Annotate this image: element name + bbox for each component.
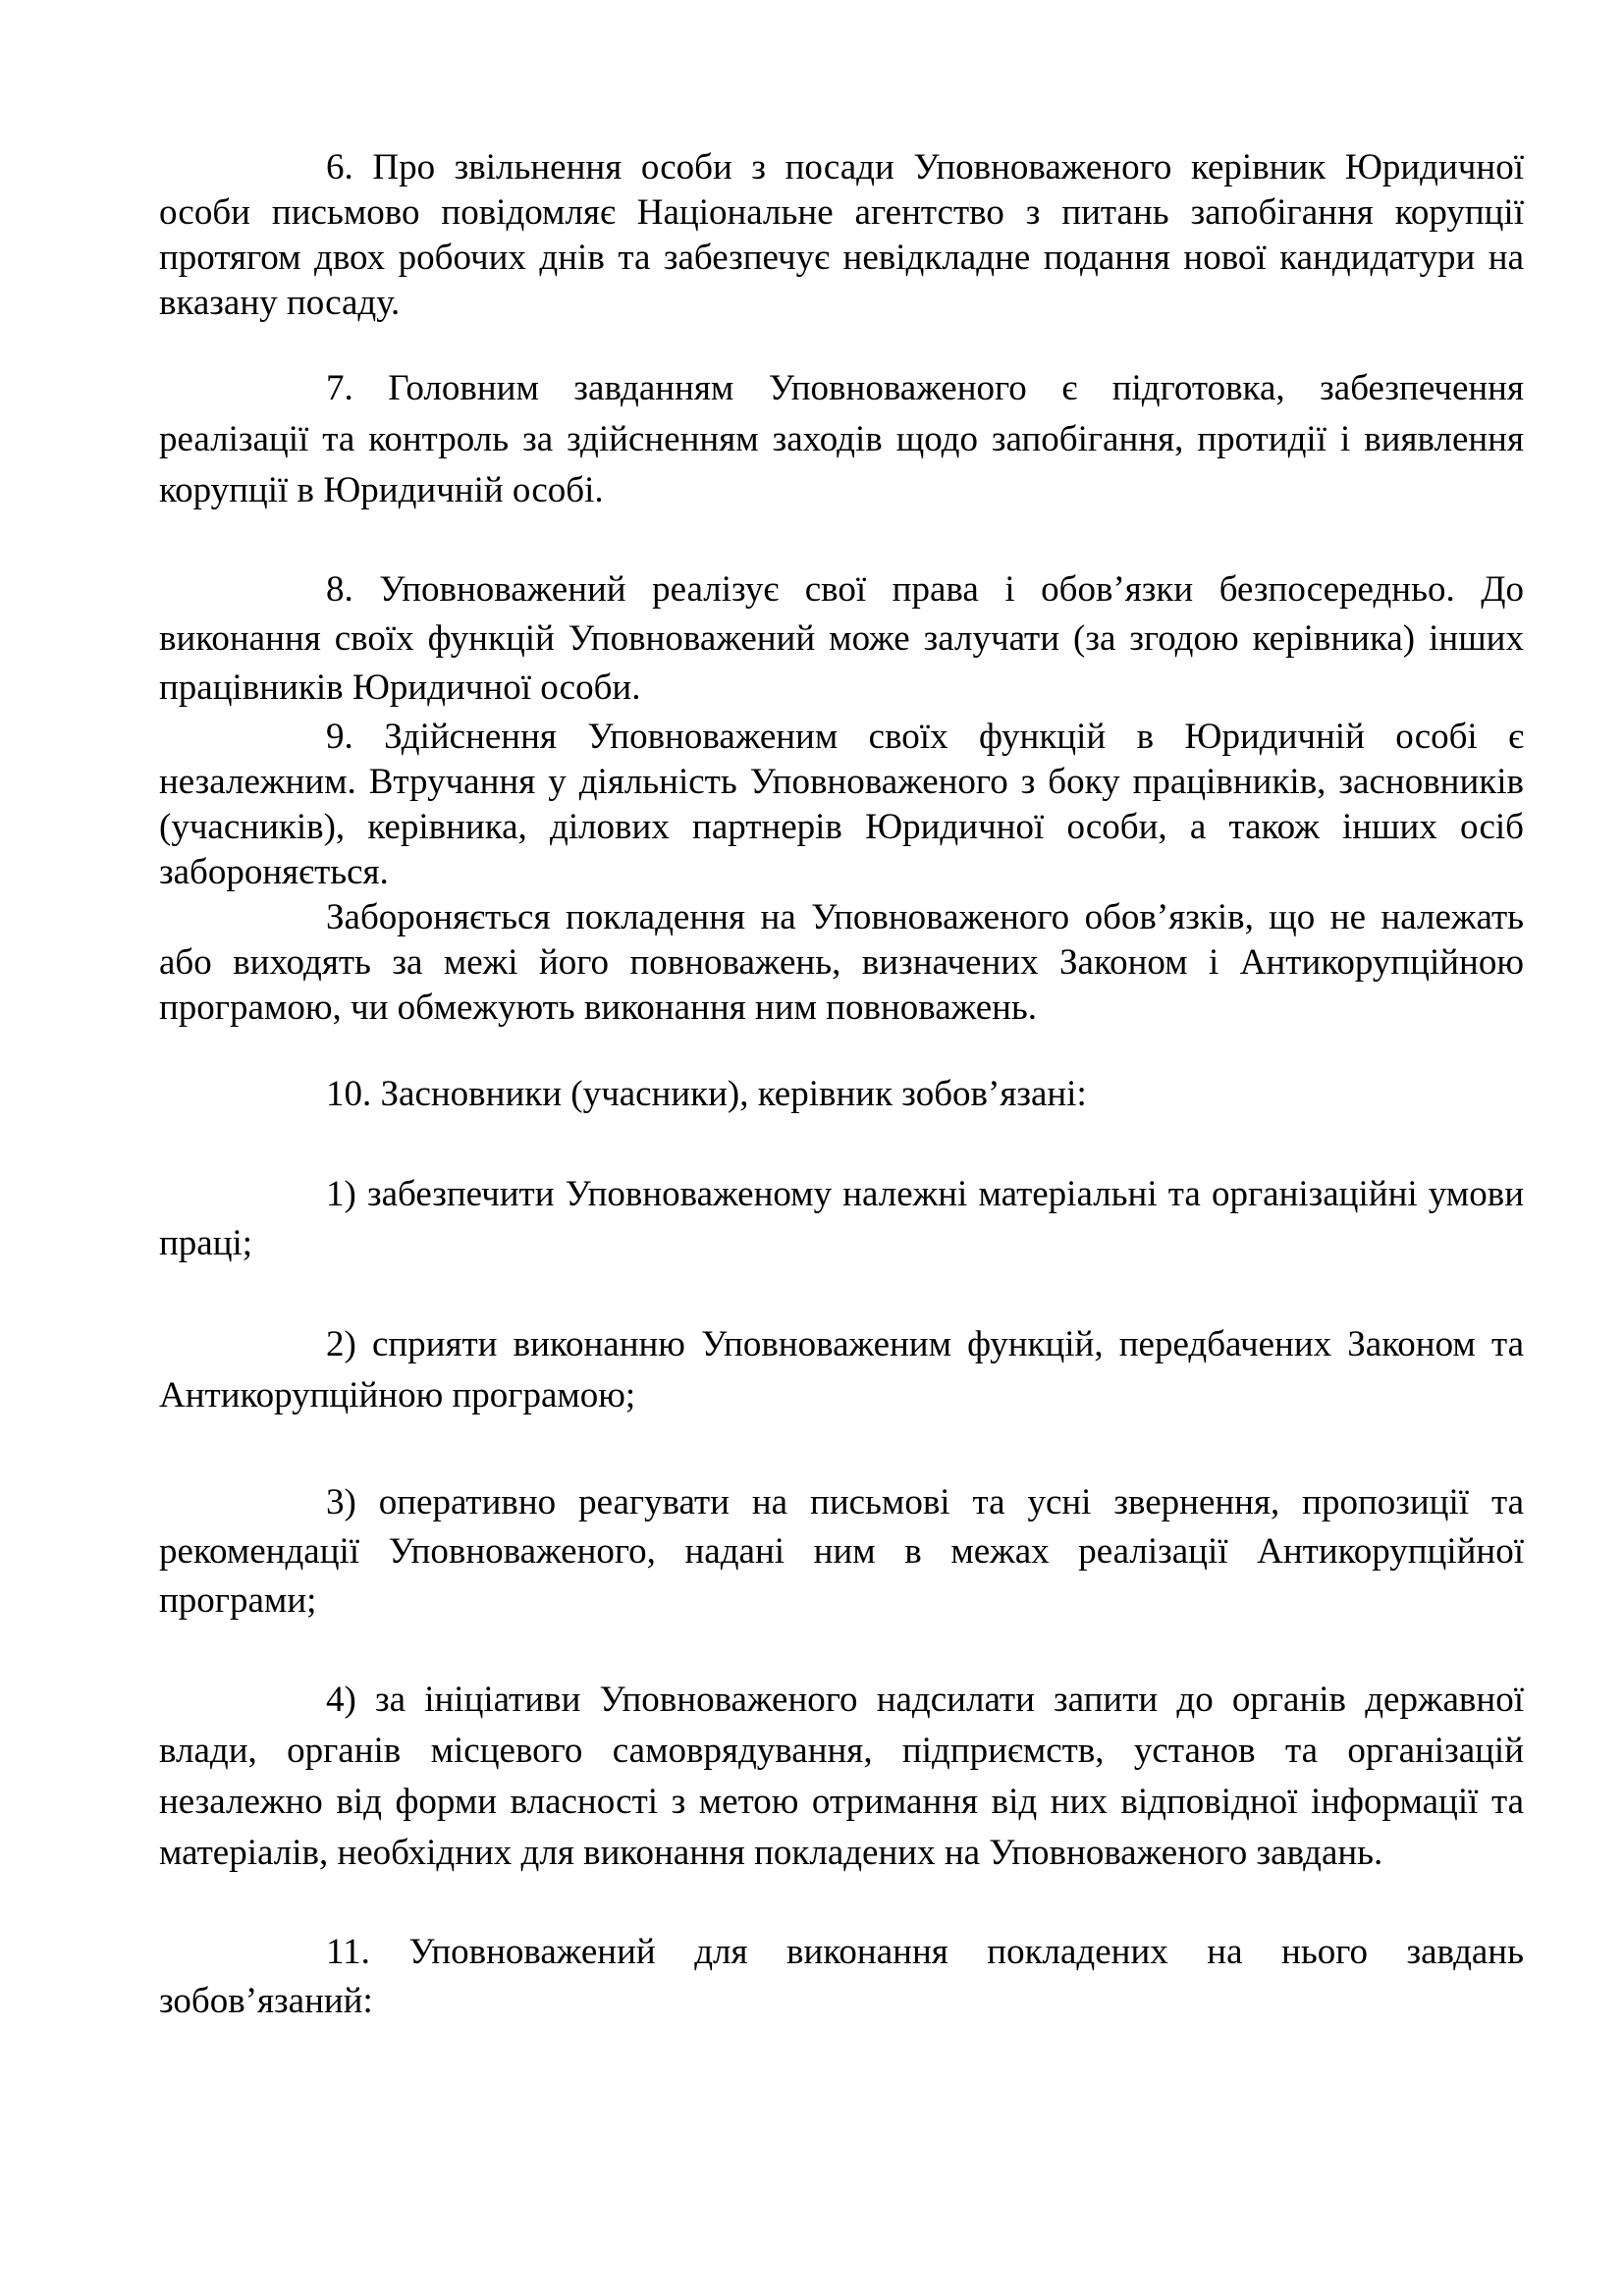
list-item-3: 3) оперативно реагувати на письмові та усні звернення, пропозиції та рекомендації Уповноваженого, надані ним в межах реалізації Антикорупційної програми;	[159, 1482, 1524, 1621]
paragraph-9-continuation: Забороняється покладення на Уповноваженого обов’язків, що не належать або виходять за межі його повноважень, визначених Законом і Антикорупційною програмою, чи обмежують виконання ним повноважень.	[159, 897, 1524, 1028]
paragraph-11: 11. Уповноважений для виконання покладених на нього завдань зобов’язаний:	[159, 1932, 1524, 2021]
paragraph-6: 6. Про звільнення особи з посади Уповноваженого керівник Юридичної особи письмово повідомляє Національне агентство з питань запобігання корупції протягом двох робочих днів та забезпечує невідкладне подання нової кандидатури на вказану посаду.	[159, 147, 1524, 323]
paragraph-7: 7. Головним завданням Уповноваженого є підготовка, забезпечення реалізації та контроль за здійсненням заходів щодо запобігання, протидії і виявлення корупції в Юридичній особі.	[159, 368, 1524, 510]
paragraph-9: 9. Здійснення Уповноваженим своїх функцій в Юридичній особі є незалежним. Втручання у діяльність Уповноваженого з боку працівників, засновників (учасників), керівника, ділових партнерів Юридичної особи, а також інших осіб забороняється.	[159, 717, 1524, 892]
list-item-2: 2) сприяти виконанню Уповноваженим функцій, передбачених Законом та Антикорупційною програмою;	[159, 1324, 1524, 1415]
paragraph-8: 8. Уповноважений реалізує свої права і обов’язки безпосередньо. До виконання своїх функцій Уповноважений може залучати (за згодою керівника) інших працівників Юридичної особи.	[159, 569, 1524, 708]
list-item-4: 4) за ініціативи Уповноваженого надсилати запити до органів державної влади, органів місцевого самоврядування, підприємств, установ та організацій незалежно від форми власності з метою отримання від них відповідної інформації та матеріалів, необхідних для виконання покладених на Уповноваженого завдань.	[159, 1680, 1524, 1873]
paragraph-10: 10. Засновники (учасники), керівник зобов’язані:	[326, 1074, 1087, 1114]
list-item-1: 1) забезпечити Уповноваженому належні матеріальні та організаційні умови праці;	[159, 1174, 1524, 1263]
